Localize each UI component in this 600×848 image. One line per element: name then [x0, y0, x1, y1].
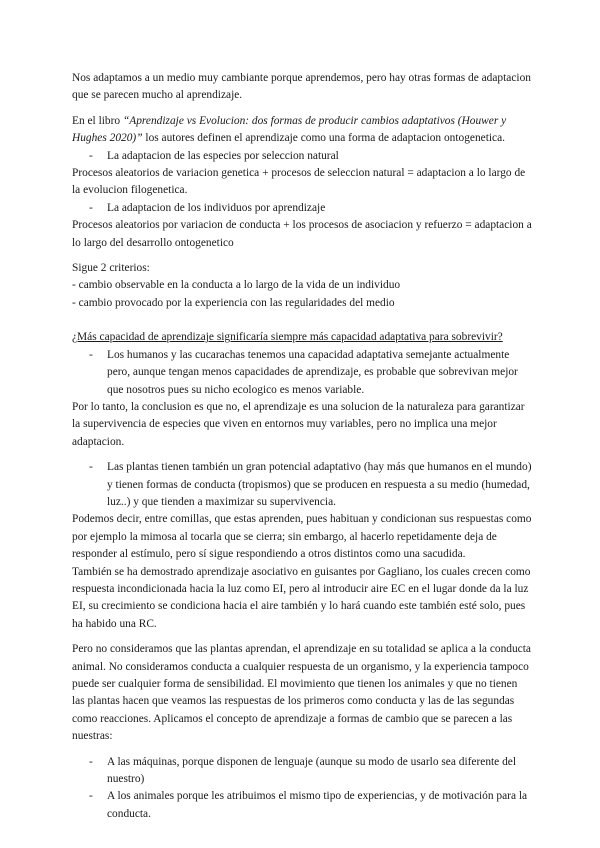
paragraph-mimosa: Podemos decir, entre comillas, que estas aprenden, pues habituan y condicionan sus respuestas como por ejemplo la mimosa al tocarla que se cierra; sin embargo, al hacerlo repetidamente deja de responder al estímulo, pero sí sigue respondiendo a otros distintos como una sacudida.: [72, 513, 532, 561]
bullet-plants: - Las plantas tienen también un gran potencial adaptativo (hay más que humanos en el mundo) y tienen formas de conducta (tropismos) que se producen en respuesta a su medio (humedad, luz..) y que tienden a maximizar su supervivencia.: [72, 459, 532, 511]
document-body: [72, 70, 532, 823]
bullet-learning: - La adaptacion de los individuos por aprendizaje: [72, 200, 532, 217]
question-heading: ¿Más capacidad de aprendizaje significaría siempre más capacidad adaptativa para sobrevivir?: [72, 331, 503, 344]
paragraph-book-reference: [72, 113, 532, 148]
bullet-animals: - A los animales porque les atribuimos el mismo tipo de experiencias, y de motivación para la conducta.: [72, 788, 532, 823]
paragraph-phylogenetic: Procesos aleatorios de variacion genetica + procesos de seleccion natural = adaptacion a lo largo de la evolucion filogenetica.: [72, 167, 526, 197]
criterion-2: - cambio provocado por la experiencia con las regularidades del medio: [72, 296, 395, 309]
bullet-natural-selection: - La adaptacion de las especies por seleccion natural: [72, 148, 532, 165]
paragraph-intro: Nos adaptamos a un medio muy cambiante porque aprendemos, pero hay otras formas de adaptacion que se parecen mucho al aprendizaje.: [72, 72, 531, 102]
paragraph-animal-conduct: Pero no consideramos que las plantas aprendan, el aprendizaje en su totalidad se aplica a la conducta animal. No consideramos conducta a cualquier respuesta de un organismo, y la experiencia tampoco puede ser cualquier forma de sensibilidad. El movimiento que tienen los animales y que no tienen las plantas hacen que veamos las respuestas de los primeros como conducta y las de las segundas como reacciones. Aplicamos el concepto de aprendizaje a formas de cambio que se parecen a las nuestras:: [72, 643, 531, 743]
criteria-heading: Sigue 2 criterios:: [72, 262, 150, 275]
bullet-machines: - A las máquinas, porque disponen de lenguaje (aunque su modo de usarlo sea diferente del nuestro): [72, 754, 532, 789]
criterion-1: - cambio observable en la conducta a lo largo de la vida de un individuo: [72, 279, 401, 292]
book-title: “Aprendizaje vs Evolucion: dos formas de producir cambios adaptativos (Houwer y Hughes 2020)”: [72, 114, 507, 145]
paragraph-ontogenetic: Procesos aleatorios por variacion de conducta + los procesos de asociacion y refuerzo = adaptacion a lo largo del desarrollo ontogenetico: [72, 219, 532, 249]
paragraph-gagliano: También se ha demostrado aprendizaje asociativo en guisantes por Gagliano, los cuales crecen como respuesta incondicionada hacia la luz como EI, pero al introducir aire EC en el lugar donde da la luz EI, su crecimiento se condiciona hacia el aire también y lo hará cuando este también esté solo, pues ha habido una RC.: [72, 565, 531, 630]
book-intro-text: En el libro: [72, 114, 123, 127]
paragraph-conclusion: Por lo tanto, la conclusion es que no, el aprendizaje es una solucion de la naturaleza para garantizar la supervivencia de especies que viven en entornos muy variables, pero no implica una mejor adaptacion.: [72, 400, 525, 448]
book-definition-text: los autores definen el aprendizaje como una forma de adaptacion ontogenetica.: [142, 132, 506, 145]
bullet-cockroaches: - Los humanos y las cucarachas tenemos una capacidad adaptativa semejante actualmente pero, aunque tengan menos capacidades de aprendizaje, es probable que sobrevivan mejor que nosotros pues su nicho ecologico es menos variable.: [72, 347, 532, 399]
